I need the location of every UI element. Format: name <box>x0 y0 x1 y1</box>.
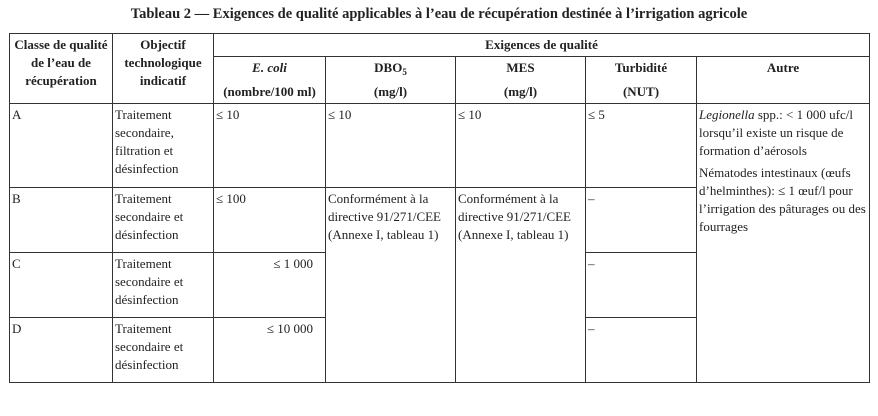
legionella-text <box>699 107 853 158</box>
cell-turbidite: ≤ 5 <box>586 104 697 188</box>
header-objectif: Objectif technologique indicatif <box>113 34 214 104</box>
table-row <box>10 104 870 188</box>
nematodes-text: Nématodes intestinaux (œufs d’helminthes): ≤ 1 œuf/l pour l’irrigation des pâturages ou des fourrages <box>699 165 866 234</box>
cell-objectif: Traitement secondaire et désinfection <box>113 318 214 383</box>
cell-objectif: Traitement secondaire et désinfection <box>113 188 214 253</box>
header-dbo-unit: (mg/l) <box>373 84 408 99</box>
quality-requirements-table <box>9 33 870 383</box>
cell-autre <box>697 104 870 383</box>
header-ecoli-name: E. coli <box>252 60 287 75</box>
header-mes-unit: (mg/l) <box>503 84 538 99</box>
cell-dbo: ≤ 10 <box>326 104 456 188</box>
header-mes <box>456 57 586 104</box>
header-autre: Autre <box>697 57 870 104</box>
cell-ecoli: ≤ 10 000 <box>214 318 326 383</box>
cell-classe: A <box>10 104 113 188</box>
header-turbidite-unit: (NUT) <box>622 84 660 99</box>
header-dbo-subscript: 5 <box>402 67 407 77</box>
header-mes-name: MES <box>506 60 535 75</box>
header-dbo-name: DBO <box>374 60 403 75</box>
cell-classe: B <box>10 188 113 253</box>
header-exigences: Exigences de qualité <box>214 34 870 57</box>
legionella-italic: Legionella <box>699 107 755 122</box>
header-turbidite-name: Turbidité <box>614 60 668 75</box>
header-classe: Classe de qualité de l’eau de récupération <box>10 34 113 104</box>
cell-ecoli: ≤ 1 000 <box>214 253 326 318</box>
cell-dbo-merged: Conformément à la directive 91/271/CEE (Annexe I, tableau 1) <box>326 188 456 383</box>
cell-objectif: Traitement secondaire et désinfection <box>113 253 214 318</box>
cell-mes-merged: Conformément à la directive 91/271/CEE (Annexe I, tableau 1) <box>456 188 586 383</box>
cell-ecoli: ≤ 10 <box>214 104 326 188</box>
legionella-rest: spp.: < 1 000 ufc/l lorsqu’il existe un risque de formation d’aérosols <box>699 107 853 158</box>
cell-turbidite: – <box>586 188 697 253</box>
cell-classe: D <box>10 318 113 383</box>
cell-objectif: Traitement secondaire, filtration et désinfection <box>113 104 214 188</box>
cell-classe: C <box>10 253 113 318</box>
cell-turbidite: – <box>586 253 697 318</box>
header-ecoli <box>214 57 326 104</box>
cell-turbidite: – <box>586 318 697 383</box>
table-title: Tableau 2 — Exigences de qualité applicables à l’eau de récupération destinée à l’irrigation agricole <box>130 6 748 22</box>
header-dbo <box>326 57 456 104</box>
cell-ecoli: ≤ 100 <box>214 188 326 253</box>
header-ecoli-unit: (nombre/100 ml) <box>223 84 316 99</box>
header-turbidite <box>586 57 697 104</box>
cell-mes: ≤ 10 <box>456 104 586 188</box>
